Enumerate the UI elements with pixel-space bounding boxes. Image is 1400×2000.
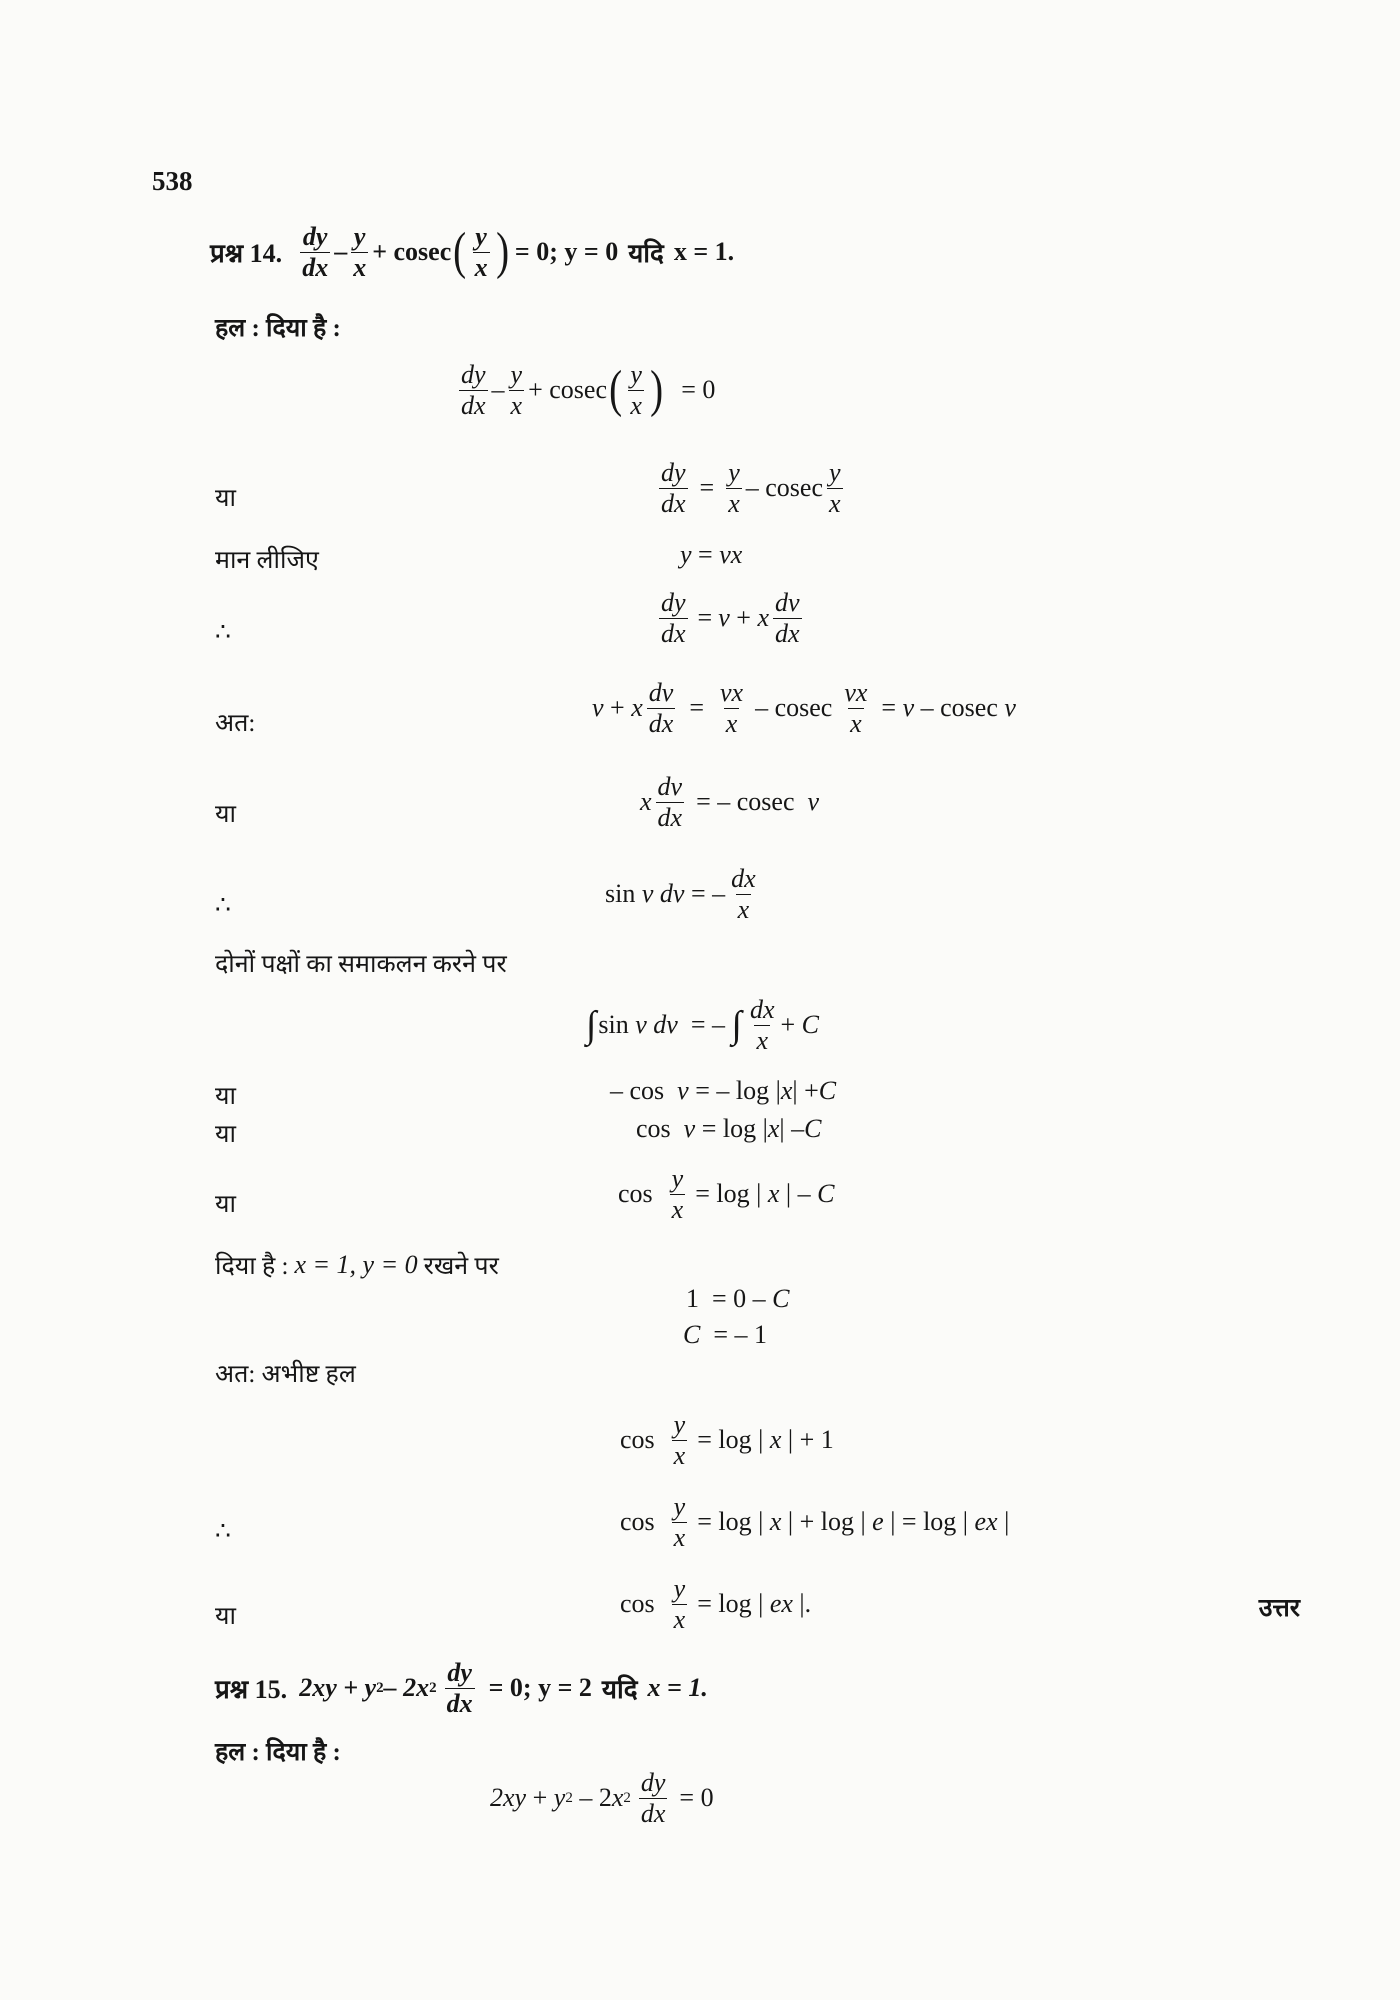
question-14: प्रश्न 14. $\frac{dy}{dx}$ – $\frac{y}{x}$ + cosec ( $\frac{y}{x}$ ) = 0; y = 0 यदि x = 1. <box>210 222 735 282</box>
therefore-2: ∴ <box>215 892 231 919</box>
equation-14: cos $\frac{y}{x}$ = log | x | + 1 <box>620 1410 834 1470</box>
equation-15: cos $\frac{y}{x}$ = log | x | + log | e | = log | ex | <box>620 1492 1010 1552</box>
q15-expr: 2xy + y <box>299 1673 377 1703</box>
ya-label-1: या <box>215 485 236 512</box>
q15-condition: = 0; y = 2 <box>488 1673 592 1703</box>
rakhne-par-label: रखने पर <box>423 1253 499 1280</box>
maan-lijiye-label: मान लीजिए <box>215 547 319 574</box>
equation-9: – cos v = – log | x | + C <box>610 1076 837 1105</box>
q15-sq-1: 2 <box>376 1679 384 1696</box>
given-label: दिया है : <box>215 1253 289 1280</box>
q14-yadi: यदि <box>628 239 664 269</box>
question-15: प्रश्न 15. 2xy + y 2 – 2x 2 $\frac{dy}{dx}$ = 0; y = 2 यदि x = 1. <box>215 1658 708 1718</box>
answer-label: उत्तर <box>1258 1595 1300 1622</box>
equation-11: cos $\frac{y}{x}$ = log | x | – C <box>618 1164 835 1224</box>
equation-12: 1 = 0 – C <box>686 1284 790 1313</box>
equation-5: v + x $\frac{dv}{dx}$ = $\frac{vx}{x}$ – cosec $\frac{vx}{x}$ = v – cosec v <box>592 678 1016 738</box>
equation-1: $\frac{dy}{dx}$ – $\frac{y}{x}$ + cosec ( $\frac{y}{x}$ ) = 0 <box>461 360 716 420</box>
q15-expr2: – 2x <box>383 1673 430 1703</box>
equation-10: cos v = log | x | – C <box>636 1114 822 1143</box>
ya-label-3: या <box>215 1083 236 1110</box>
question-14-label: प्रश्न 14. <box>210 239 283 269</box>
q14-condition-x: x = 1. <box>673 237 735 267</box>
equation-17: 2xy + y 2 – 2 x 2 $\frac{dy}{dx}$ = 0 <box>490 1768 714 1828</box>
equation-8: ∫ sin v dv = – ∫ $\frac{dx}{x}$ + C <box>586 995 820 1055</box>
q14-condition: = 0; y = 0 <box>514 237 619 267</box>
question-15-label: प्रश्न 15. <box>215 1675 288 1705</box>
ya-label-2: या <box>215 801 236 828</box>
hal-diya-hai-14: हल : दिया है : <box>215 315 341 342</box>
ya-label-6: या <box>215 1603 236 1630</box>
equation-7: sin v dv = – $\frac{dx}{x}$ <box>605 864 756 924</box>
equation-6: x $\frac{dv}{dx}$ = – cosec v <box>640 772 820 832</box>
ya-label-5: या <box>215 1191 236 1218</box>
page-number: 538 <box>152 166 193 196</box>
hal-diya-hai-15: हल : दिया है : <box>215 1739 341 1766</box>
therefore-1: ∴ <box>215 619 231 646</box>
q15-condition-x: x = 1. <box>647 1673 708 1703</box>
atah-label: अत: <box>215 710 256 737</box>
therefore-3: ∴ <box>215 1518 231 1545</box>
q15-yadi: यदि <box>601 1675 638 1705</box>
required-solution-label: अत: अभीष्ट हल <box>215 1361 356 1388</box>
integrate-both-label: दोनों पक्षों का समाकलन करने पर <box>215 951 507 978</box>
q15-sq-2: 2 <box>429 1679 437 1696</box>
given-substitution <box>215 1248 499 1282</box>
equation-13: C = – 1 <box>683 1320 768 1349</box>
equation-2: $\frac{dy}{dx}$ = $\frac{y}{x}$ – cosec $\frac{y}{x}$ <box>661 458 841 518</box>
equation-16: cos $\frac{y}{x}$ = log | ex |. <box>620 1574 812 1634</box>
given-values: x = 1, y = 0 <box>294 1250 418 1279</box>
equation-3: y = vx <box>680 540 743 569</box>
equation-4: $\frac{dy}{dx}$ = v + x $\frac{dv}{dx}$ <box>661 588 800 648</box>
ya-label-4: या <box>215 1121 236 1148</box>
